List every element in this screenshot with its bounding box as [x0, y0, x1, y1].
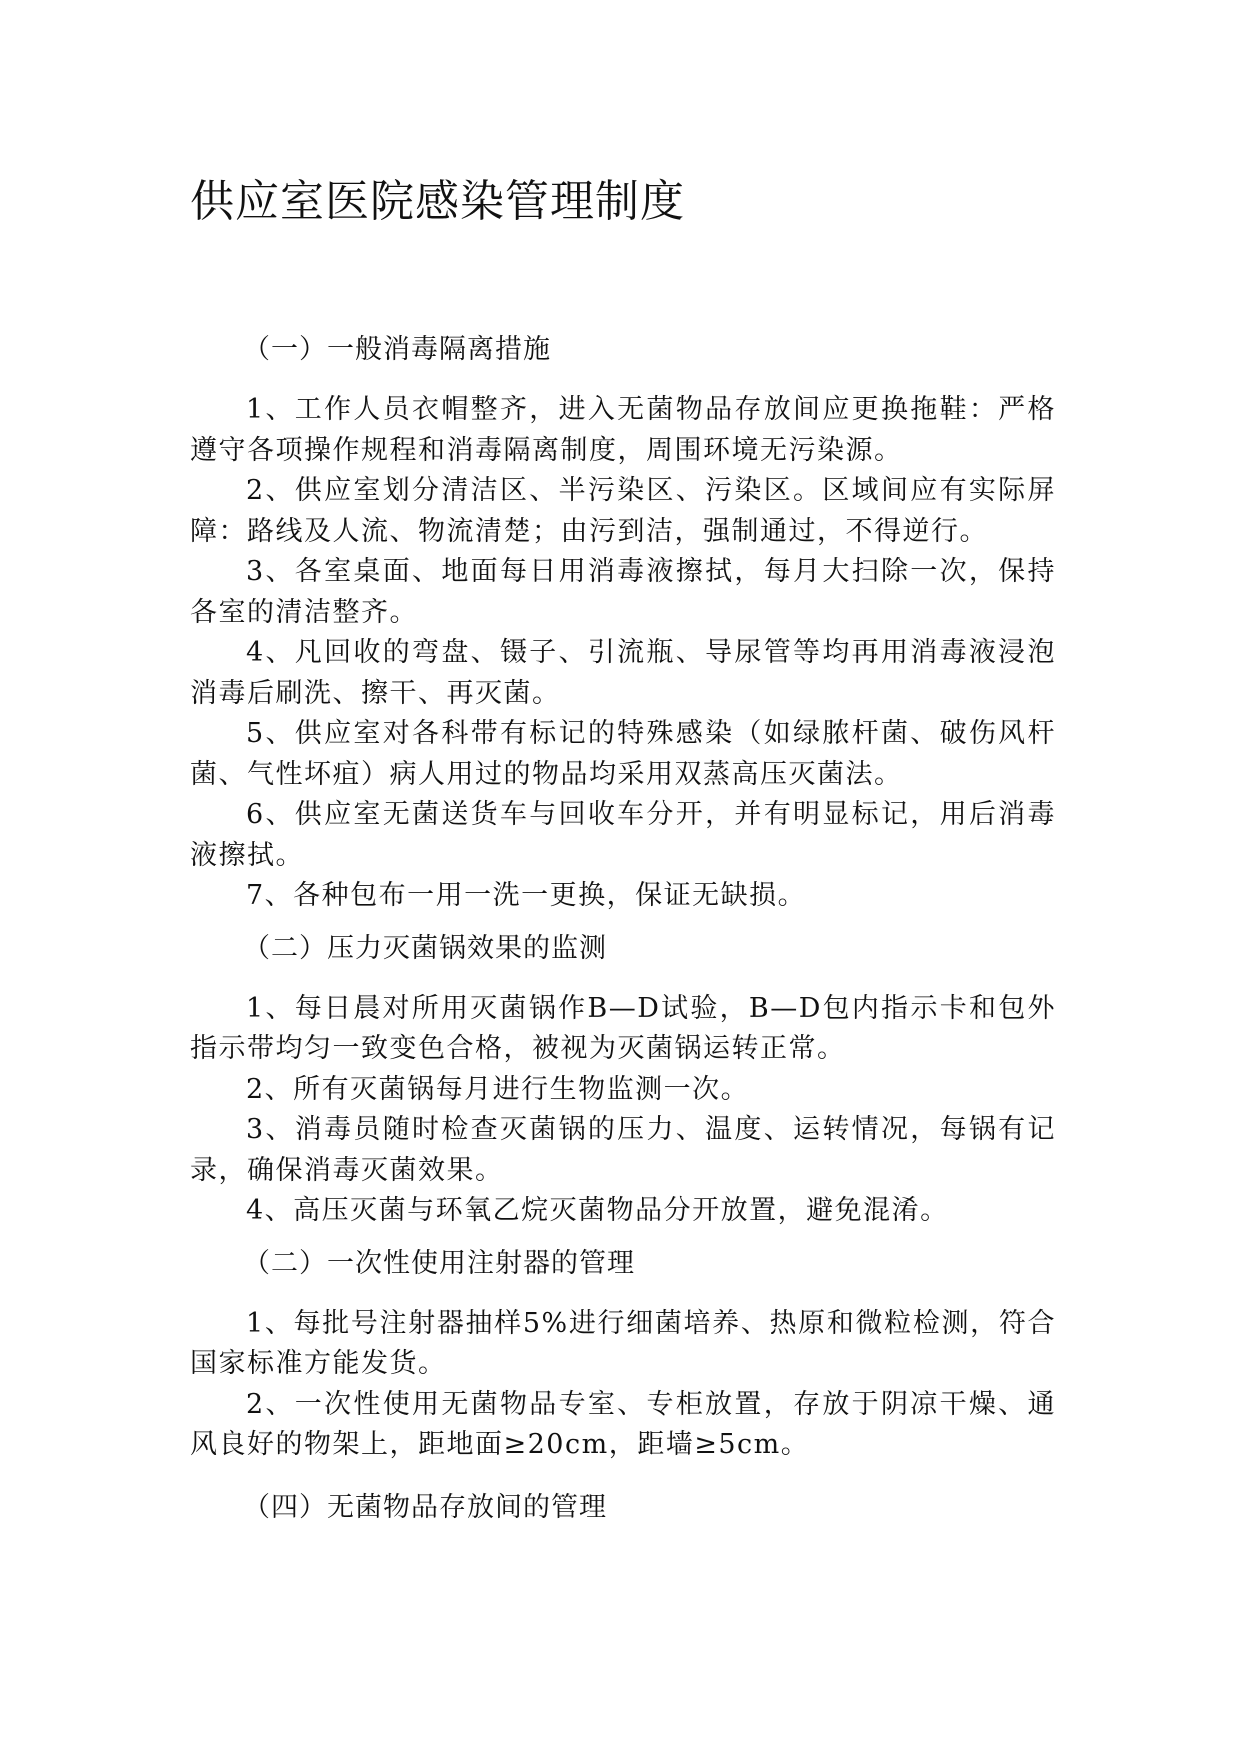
- paragraph: 6、供应室无菌送货车与回收车分开，并有明显标记，用后消毒液擦拭。: [190, 799, 1056, 871]
- section-heading-3: （二）一次性使用注射器的管理: [243, 1247, 635, 1279]
- paragraph: 1、工作人员衣帽整齐，进入无菌物品存放间应更换拖鞋：严格遵守各项操作规程和消毒隔离制度，周围环境无污染源。: [190, 394, 1056, 466]
- section-heading-2: （二）压力灭菌锅效果的监测: [243, 932, 607, 964]
- paragraph: 7、各种包布一用一洗一更换，保证无缺损。: [246, 880, 807, 911]
- paragraph: 3、消毒员随时检查灭菌锅的压力、温度、运转情况，每锅有记录，确保消毒灭菌效果。: [190, 1114, 1056, 1186]
- paragraph: 4、凡回收的弯盘、镊子、引流瓶、导尿管等均再用消毒液浸泡消毒后刷洗、擦干、再灭菌。: [190, 637, 1056, 709]
- section-heading-4: （四）无菌物品存放间的管理: [243, 1491, 607, 1523]
- paragraph: 2、供应室划分清洁区、半污染区、污染区。区域间应有实际屏障：路线及人流、物流清楚；由污到洁，强制通过，不得逆行。: [190, 475, 1056, 547]
- paragraph: 2、一次性使用无菌物品专室、专柜放置，存放于阴凉干燥、通风良好的物架上，距地面≥20cm，距墙≥5cm。: [190, 1388, 1056, 1460]
- section-heading-1: （一）一般消毒隔离措施: [243, 334, 551, 365]
- paragraph: 2、所有灭菌锅每月进行生物监测一次。: [246, 1073, 750, 1105]
- paragraph: 5、供应室对各科带有标记的特殊感染（如绿脓杆菌、破伤风杆菌、气性坏疽）病人用过的物品均采用双蒸高压灭菌法。: [190, 718, 1056, 790]
- paragraph: 1、每日晨对所用灭菌锅作B—D试验，B—D包内指示卡和包外指示带均匀一致变色合格，被视为灭菌锅运转正常。: [190, 992, 1056, 1064]
- document-body: [190, 330, 1056, 1528]
- paragraph: 1、每批号注射器抽样5%进行细菌培养、热原和微粒检测，符合国家标准方能发货。: [190, 1307, 1056, 1379]
- paragraph: 3、各室桌面、地面每日用消毒液擦拭，每月大扫除一次，保持各室的清洁整齐。: [190, 556, 1056, 628]
- paragraph: 4、高压灭菌与环氧乙烷灭菌物品分开放置，避免混淆。: [246, 1195, 949, 1226]
- document-title: 供应室医院感染管理制度: [190, 176, 685, 227]
